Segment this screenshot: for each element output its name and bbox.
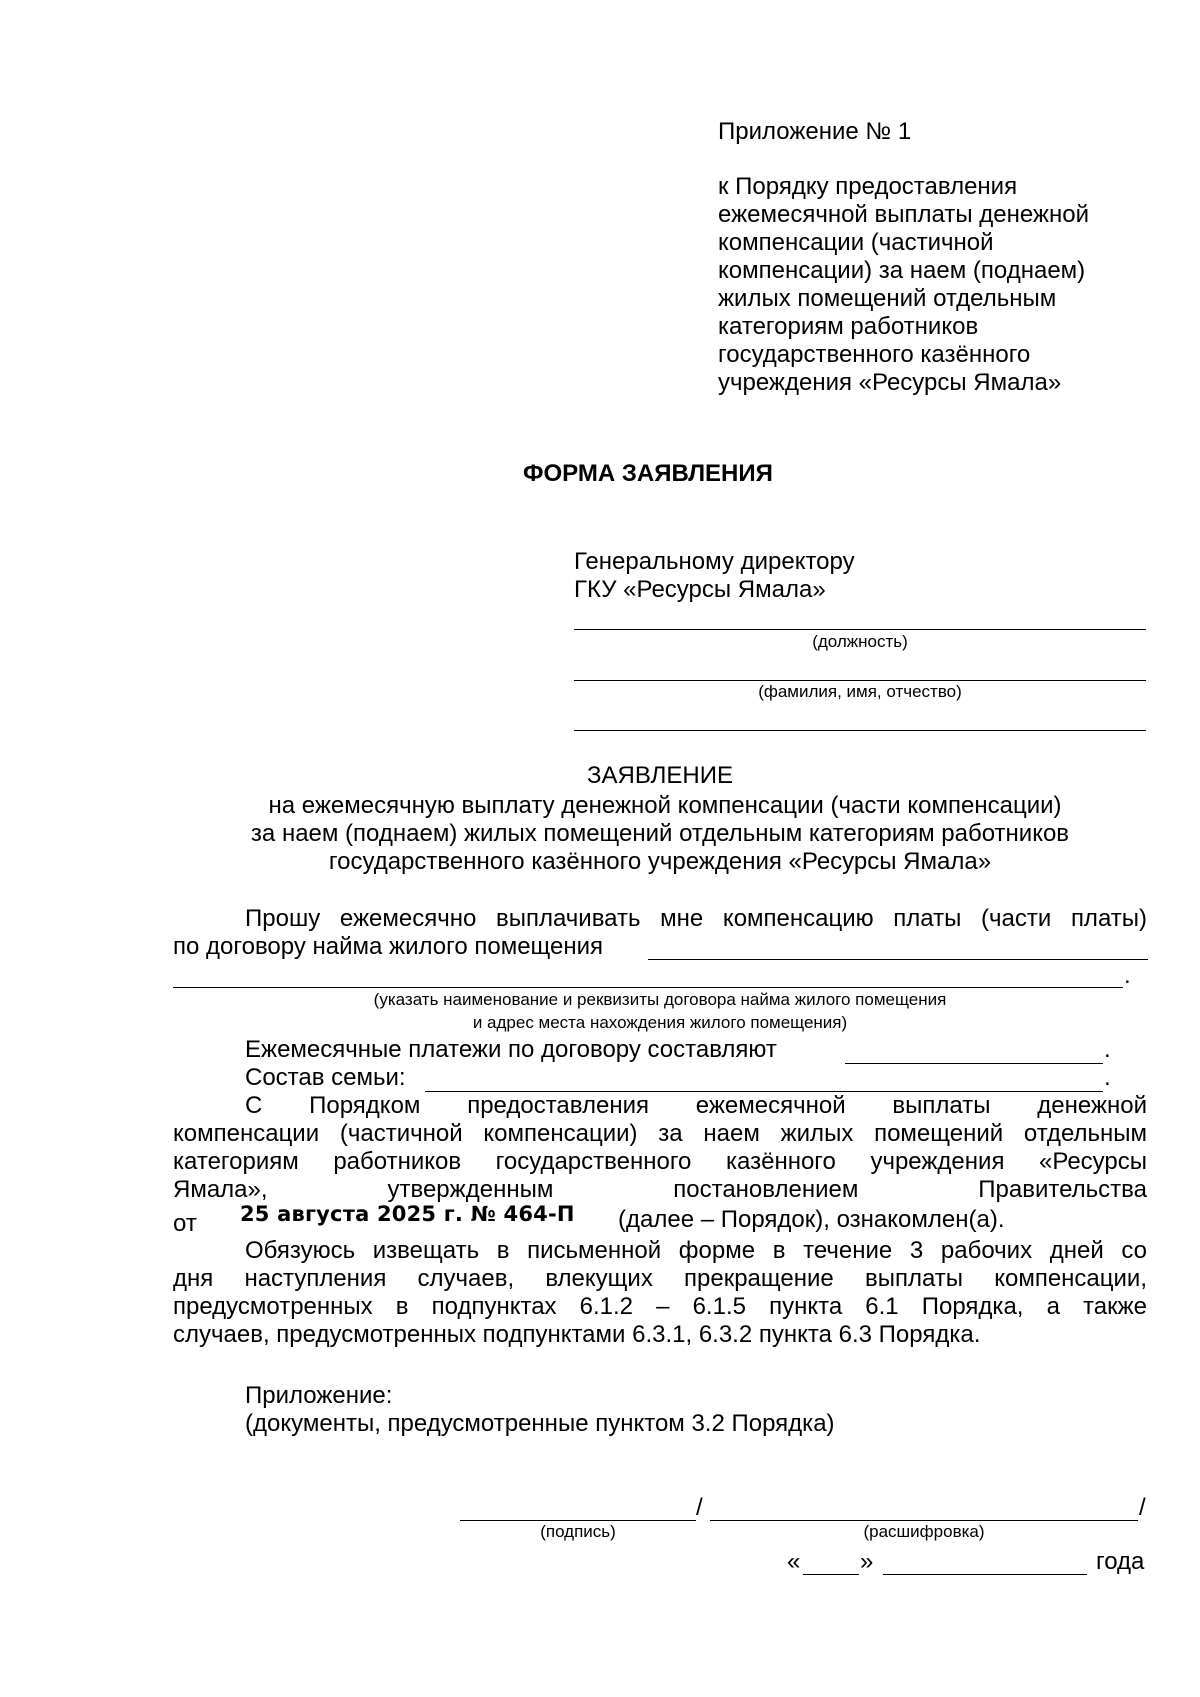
order-line-prefix: от [173, 1210, 197, 1237]
appendix-line: компенсации) за наем (поднаем) [718, 257, 1086, 284]
notify-line: предусмотренных в подпунктах 6.1.2 – 6.1.5 пункта 6.1 Порядка, а также [173, 1293, 1147, 1320]
appendix-line: жилых помещений отдельным [718, 285, 1057, 312]
appendix-line: к Порядку предоставления [718, 173, 1018, 200]
signature-end-slash: / [1139, 1494, 1146, 1521]
addressee-line-2: ГКУ «Ресурсы Ямала» [574, 576, 826, 603]
contract-blank-line-1[interactable] [648, 959, 1148, 960]
request-line-1: Прошу ежемесячно выплачивать мне компенсацию платы (части платы) [245, 905, 1147, 932]
family-label: Состав семьи: [245, 1064, 406, 1091]
order-line: компенсации (частичной компенсации) за наем жилых помещений отдельным [173, 1120, 1147, 1147]
appendix-line: компенсации (частичной [718, 229, 994, 256]
payments-blank-line[interactable] [845, 1063, 1103, 1064]
payments-label: Ежемесячные платежи по договору составляют [245, 1036, 777, 1063]
addressee-extra-blank-line[interactable] [574, 730, 1146, 731]
fullname-caption: (фамилия, имя, отчество) [758, 682, 962, 701]
appendix-reference [718, 173, 1089, 397]
signature-caption: (подпись) [540, 1522, 616, 1541]
notify-line: случаев, предусмотренных подпунктами 6.3.1, 6.3.2 пункта 6.3 Порядка. [173, 1321, 981, 1348]
statement-title: ЗАЯВЛЕНИЕ [587, 762, 733, 789]
order-line: Ямала», утвержденным постановлением Правительства [173, 1176, 1147, 1203]
date-month-blank-line[interactable] [883, 1574, 1087, 1575]
appendix-line: категориям работников [718, 313, 979, 340]
statement-subtitle-line: на ежемесячную выплату денежной компенсации (части компенсации) [268, 792, 1062, 819]
date-day-blank-line[interactable] [803, 1574, 859, 1575]
fullname-blank-line[interactable] [574, 680, 1146, 681]
addressee-line-1: Генеральному директору [574, 548, 855, 575]
appendix-line: ежемесячной выплаты денежной [718, 201, 1089, 228]
date-open-quote: « [787, 1548, 801, 1575]
attachment-text: (документы, предусмотренные пунктом 3.2 Порядка) [245, 1410, 835, 1437]
date-year-word: года [1096, 1548, 1145, 1575]
contract-caption: (указать наименование и реквизиты договора найма жилого помещения [373, 990, 947, 1009]
statement-subtitle-line: государственного казённого учреждения «Ресурсы Ямала» [328, 848, 992, 875]
form-title: ФОРМА ЗАЯВЛЕНИЯ [523, 460, 773, 487]
appendix-line: учреждения «Ресурсы Ямала» [718, 369, 1062, 396]
order-line-suffix: (далее – Порядок), ознакомлен(а). [618, 1206, 1005, 1233]
attachment-label: Приложение: [245, 1382, 393, 1409]
family-end: . [1104, 1064, 1111, 1091]
decoding-caption: (расшифровка) [863, 1522, 985, 1541]
order-date-number-stamp: 25 августа 2025 г. № 464-П [240, 1202, 575, 1226]
signature-blank-line[interactable] [460, 1520, 696, 1521]
decoding-blank-line[interactable] [710, 1520, 1138, 1521]
payments-end: . [1104, 1036, 1111, 1063]
date-close-quote: » [860, 1548, 874, 1575]
notify-line: Обязуюсь извещать в письменной форме в течение 3 рабочих дней со [245, 1237, 1147, 1264]
signature-separator: / [696, 1494, 703, 1521]
order-line: С Порядком предоставления ежемесячной выплаты денежной [245, 1092, 1147, 1119]
position-caption: (должность) [812, 632, 908, 651]
appendix-line: государственного казённого [718, 341, 1031, 368]
notify-line: дня наступления случаев, влекущих прекращение выплаты компенсации, [173, 1265, 1147, 1292]
contract-caption: и адрес места нахождения жилого помещения) [472, 1013, 848, 1032]
contract-blank-line-2[interactable] [173, 987, 1123, 988]
request-line-2: по договору найма жилого помещения [173, 933, 604, 960]
position-blank-line[interactable] [574, 629, 1146, 630]
contract-line-end: . [1124, 962, 1131, 989]
appendix-number: Приложение № 1 [718, 118, 912, 145]
order-line: категориям работников государственного казённого учреждения «Ресурсы [173, 1148, 1147, 1175]
statement-subtitle-line: за наем (поднаем) жилых помещений отдельным категориям работников [250, 820, 1070, 847]
